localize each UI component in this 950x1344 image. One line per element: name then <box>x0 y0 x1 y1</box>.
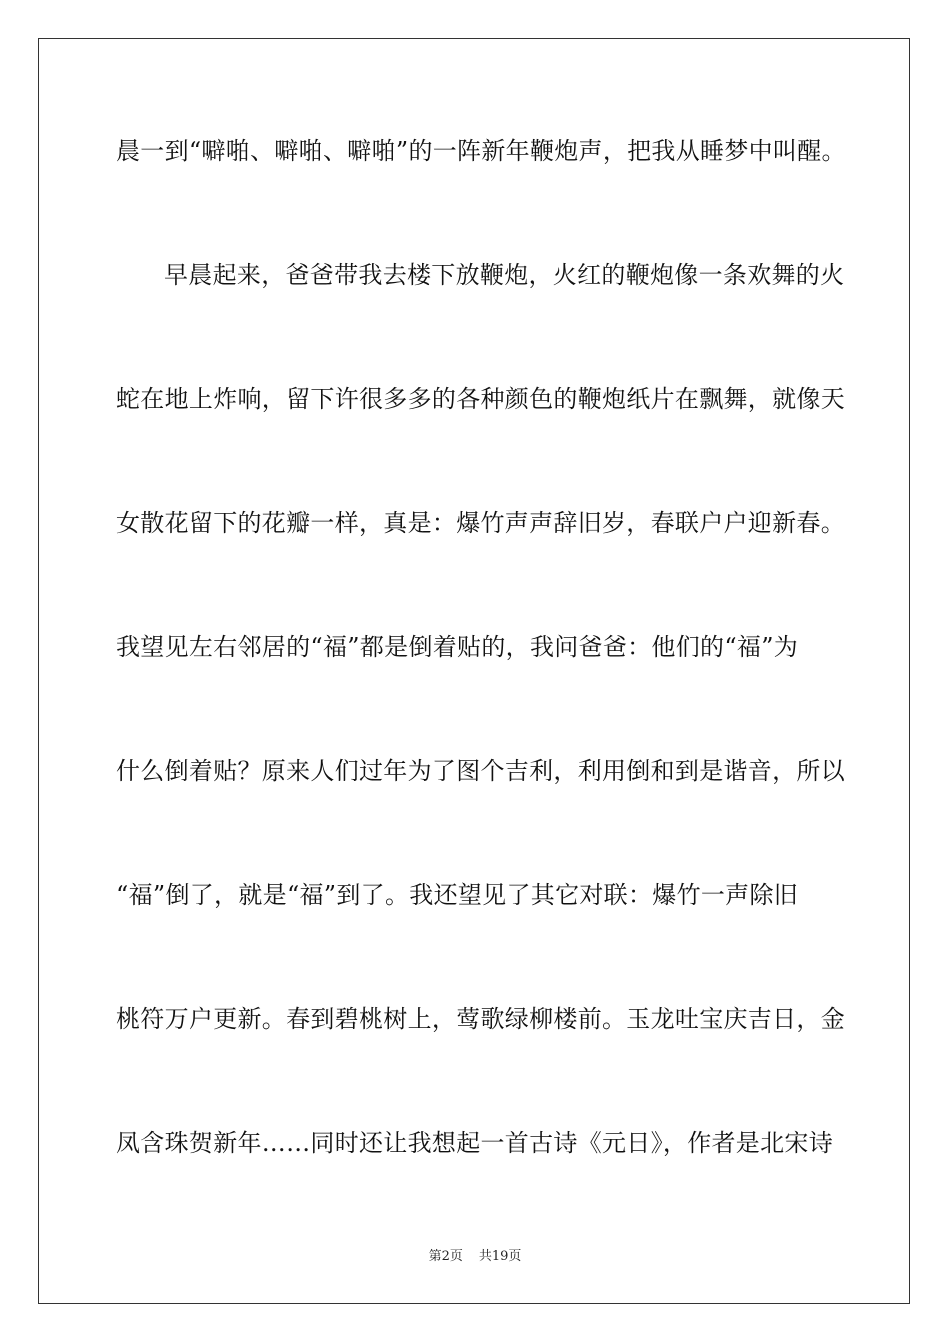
page-frame <box>38 38 910 1304</box>
text-line-3: 蛇在地上炸响，留下许很多多的各种颜色的鞭炮纸片在飘舞，就像天 <box>116 385 845 413</box>
page-number-total: 共19页 <box>478 1249 522 1264</box>
text-line-9: 凤含珠贺新年……同时还让我想起一首古诗《元日》，作者是北宋诗 <box>116 1129 833 1157</box>
text-line-8: 桃符万户更新。春到碧桃树上，莺歌绿柳楼前。玉龙吐宝庆吉日，金 <box>116 1005 845 1033</box>
text-line-5: 我望见左右邻居的“福”都是倒着贴的，我问爸爸：他们的“福”为 <box>116 633 799 661</box>
text-line-4: 女散花留下的花瓣一样，真是：爆竹声声辞旧岁，春联户户迎新春。 <box>116 509 845 537</box>
text-line-1: 晨一到“噼啪、噼啪、噼啪”的一阵新年鞭炮声，把我从睡梦中叫醒。 <box>116 137 846 165</box>
text-line-2: 早晨起来，爸爸带我去楼下放鞭炮，火红的鞭炮像一条欢舞的火 <box>164 261 845 289</box>
text-line-7: “福”倒了，就是“福”到了。我还望见了其它对联：爆竹一声除旧 <box>116 881 799 909</box>
text-line-6: 什么倒着贴？原来人们过年为了图个吉利，利用倒和到是谐音，所以 <box>116 757 845 785</box>
page-footer <box>0 1248 950 1266</box>
page-number-current: 第2页 <box>428 1249 463 1264</box>
